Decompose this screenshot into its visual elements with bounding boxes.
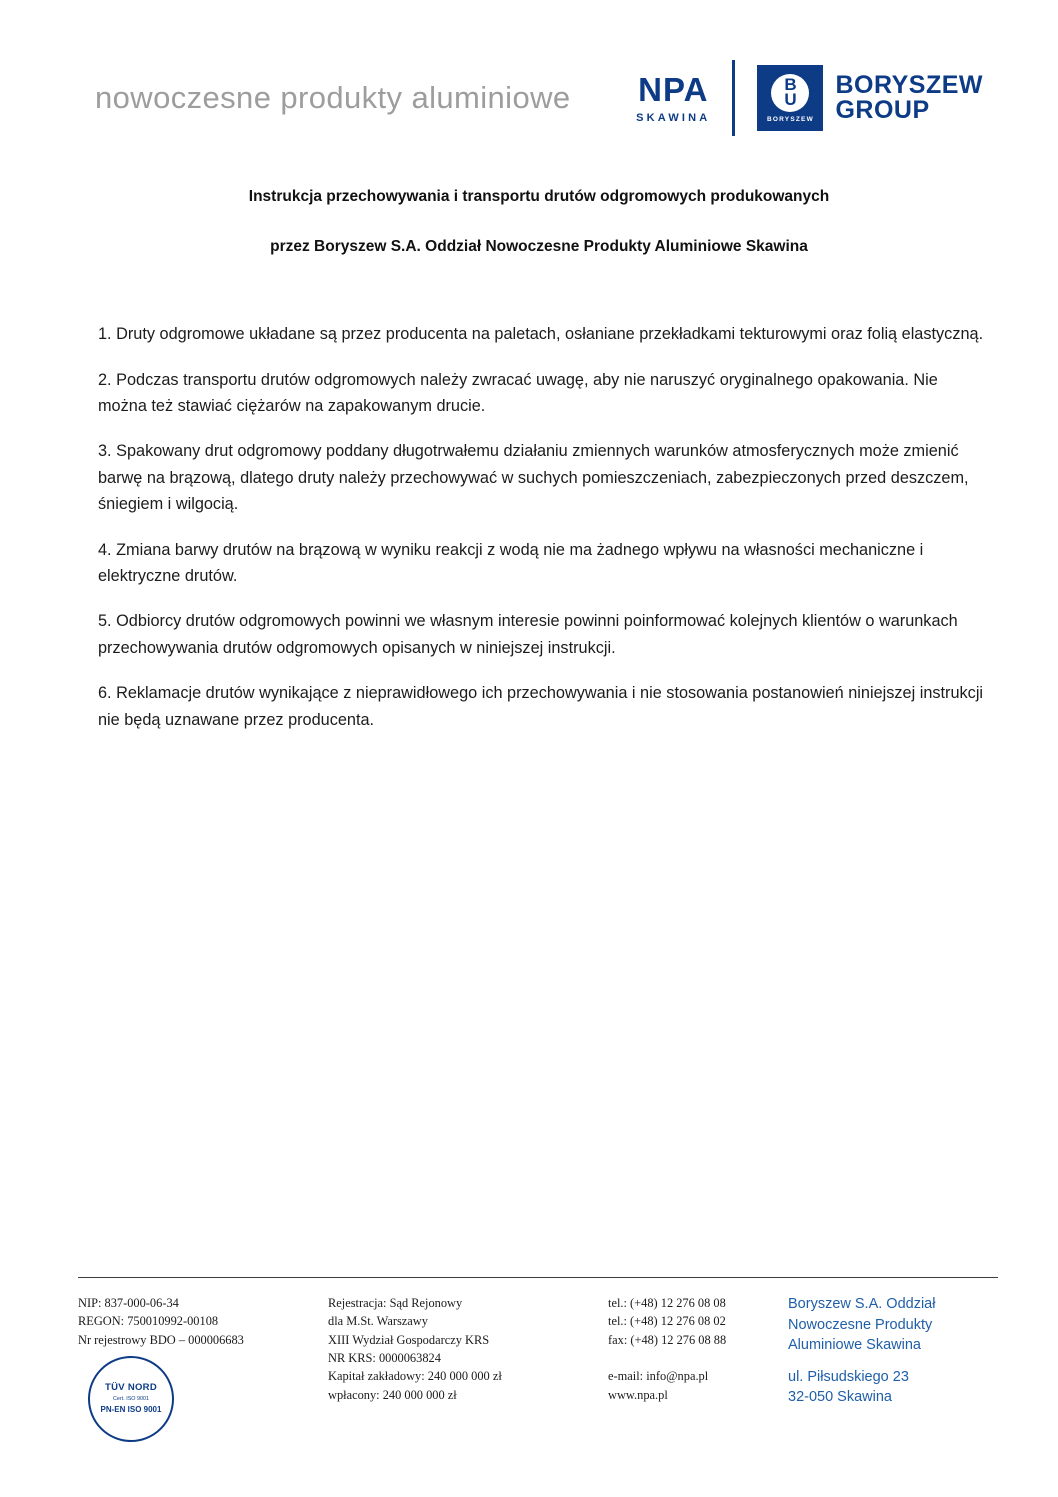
boryszew-group-logo <box>757 65 983 131</box>
body-paragraph: 1. Druty odgromowe układane są przez producenta na paletach, osłaniane przekładkami tekturowymi oraz folią elastyczną. <box>98 325 984 344</box>
footer-line: dla M.St. Warszawy <box>328 1314 428 1329</box>
title-line-2: przez Boryszew S.A. Oddział Nowoczesne Produkty Aluminiowe Skawina <box>270 238 808 256</box>
footer-address-line: ul. Piłsudskiego 23 <box>788 1368 909 1385</box>
footer-line: Kapitał zakładowy: 240 000 000 zł <box>328 1369 502 1384</box>
boryszew-wordmark-line1: BORYSZEW <box>835 70 983 99</box>
footer-registration <box>328 1294 608 1408</box>
footer-phone: tel.: (+48) 12 276 08 02 <box>608 1314 726 1329</box>
footer-email[interactable]: e-mail: info@npa.pl <box>608 1369 709 1384</box>
boryszew-logo-wordmark <box>835 70 983 124</box>
footer-company-line: Boryszew S.A. Oddział <box>788 1296 936 1312</box>
footer-spacer <box>608 1349 788 1367</box>
footer-line: REGON: 750010992-00108 <box>78 1314 219 1329</box>
footer-phone: tel.: (+48) 12 276 08 08 <box>608 1296 726 1310</box>
document-header <box>95 58 983 138</box>
boryszew-mark-caption: BORYSZEW <box>767 115 814 123</box>
footer-website[interactable]: www.npa.pl <box>608 1387 668 1402</box>
header-slogan: nowoczesne produkty aluminiowe <box>95 80 571 115</box>
footer-line: Rejestracja: Sąd Rejonowy <box>328 1296 463 1310</box>
boryszew-logo-circle <box>771 74 809 112</box>
footer-line: Nr rejestrowy BDO – 000006683 <box>78 1332 244 1347</box>
boryszew-logo-mark <box>757 65 823 131</box>
tuv-badge-top: TÜV NORD <box>104 1382 157 1394</box>
boryszew-wordmark-line2: GROUP <box>835 96 930 124</box>
document-footer <box>78 1294 998 1415</box>
boryszew-mark-letter-bottom: U <box>784 89 797 109</box>
body-paragraph: 3. Spakowany drut odgromowy poddany długotrwałemu działaniu zmiennych warunków atmosferycznych może zmienić barwę na brązową, dlatego druty należy przechowywać w suchych pomieszczeniach, zabezpieczonych przed deszczem, śniegiem i wilgocią. <box>98 442 969 514</box>
footer-fax: fax: (+48) 12 276 08 88 <box>608 1332 727 1347</box>
footer-line: wpłacony: 240 000 000 zł <box>328 1387 457 1402</box>
footer-address-line: 32-050 Skawina <box>788 1389 892 1406</box>
footer-company-name <box>788 1294 998 1408</box>
footer-company-line: Aluminiowe Skawina <box>788 1337 921 1354</box>
footer-line: NIP: 837-000-06-34 <box>78 1296 179 1310</box>
body-paragraph: 4. Zmiana barwy drutów na brązową w wyniku reakcji z wodą nie ma żadnego wpływu na własności mechaniczne i elektryczne drutów. <box>98 540 924 586</box>
footer-company-line: Nowoczesne Produkty <box>788 1316 933 1333</box>
title-line-1: Instrukcja przechowywania i transportu drutów odgromowych produkowanych <box>248 188 830 205</box>
footer-identifiers <box>78 1294 328 1415</box>
boryszew-mark-letter-top: B <box>784 75 797 95</box>
footer-contact <box>608 1294 788 1408</box>
tuv-badge-middle: Cert. ISO 9001 <box>113 1396 149 1403</box>
body-paragraph: 6. Reklamacje drutów wynikające z nieprawidłowego ich przechowywania i nie stosowania postanowień niniejszej instrukcji nie będą uznawane przez producenta. <box>98 684 984 729</box>
npa-logo-name: NPA <box>638 70 709 108</box>
tuv-badge-bottom: PN-EN ISO 9001 <box>100 1405 162 1415</box>
document-title <box>95 186 983 259</box>
body-paragraph: 5. Odbiorcy drutów odgromowych powinni we własnym interesie powinni poinformować kolejnych klientów o warunkach przechowywania drutów odgromowych opisanych w niniejszej instrukcji. <box>98 612 958 657</box>
footer-address-gap <box>788 1356 998 1367</box>
footer-divider <box>78 1277 998 1278</box>
footer-line: NR KRS: 0000063824 <box>328 1351 441 1366</box>
document-body <box>98 305 988 752</box>
npa-logo-subtitle: SKAWINA <box>636 111 711 124</box>
footer-company-address <box>788 1294 998 1408</box>
footer-line: XIII Wydział Gospodarczy KRS <box>328 1332 490 1347</box>
npa-logo <box>636 70 732 124</box>
tuv-certificate-badge-icon <box>88 1356 174 1442</box>
header-divider <box>732 60 735 136</box>
body-paragraph: 2. Podczas transportu drutów odgromowych należy zwracać uwagę, aby nie naruszyć oryginalnego opakowania. Nie można też stawiać ciężarów na zapakowanym drucie. <box>98 370 938 416</box>
